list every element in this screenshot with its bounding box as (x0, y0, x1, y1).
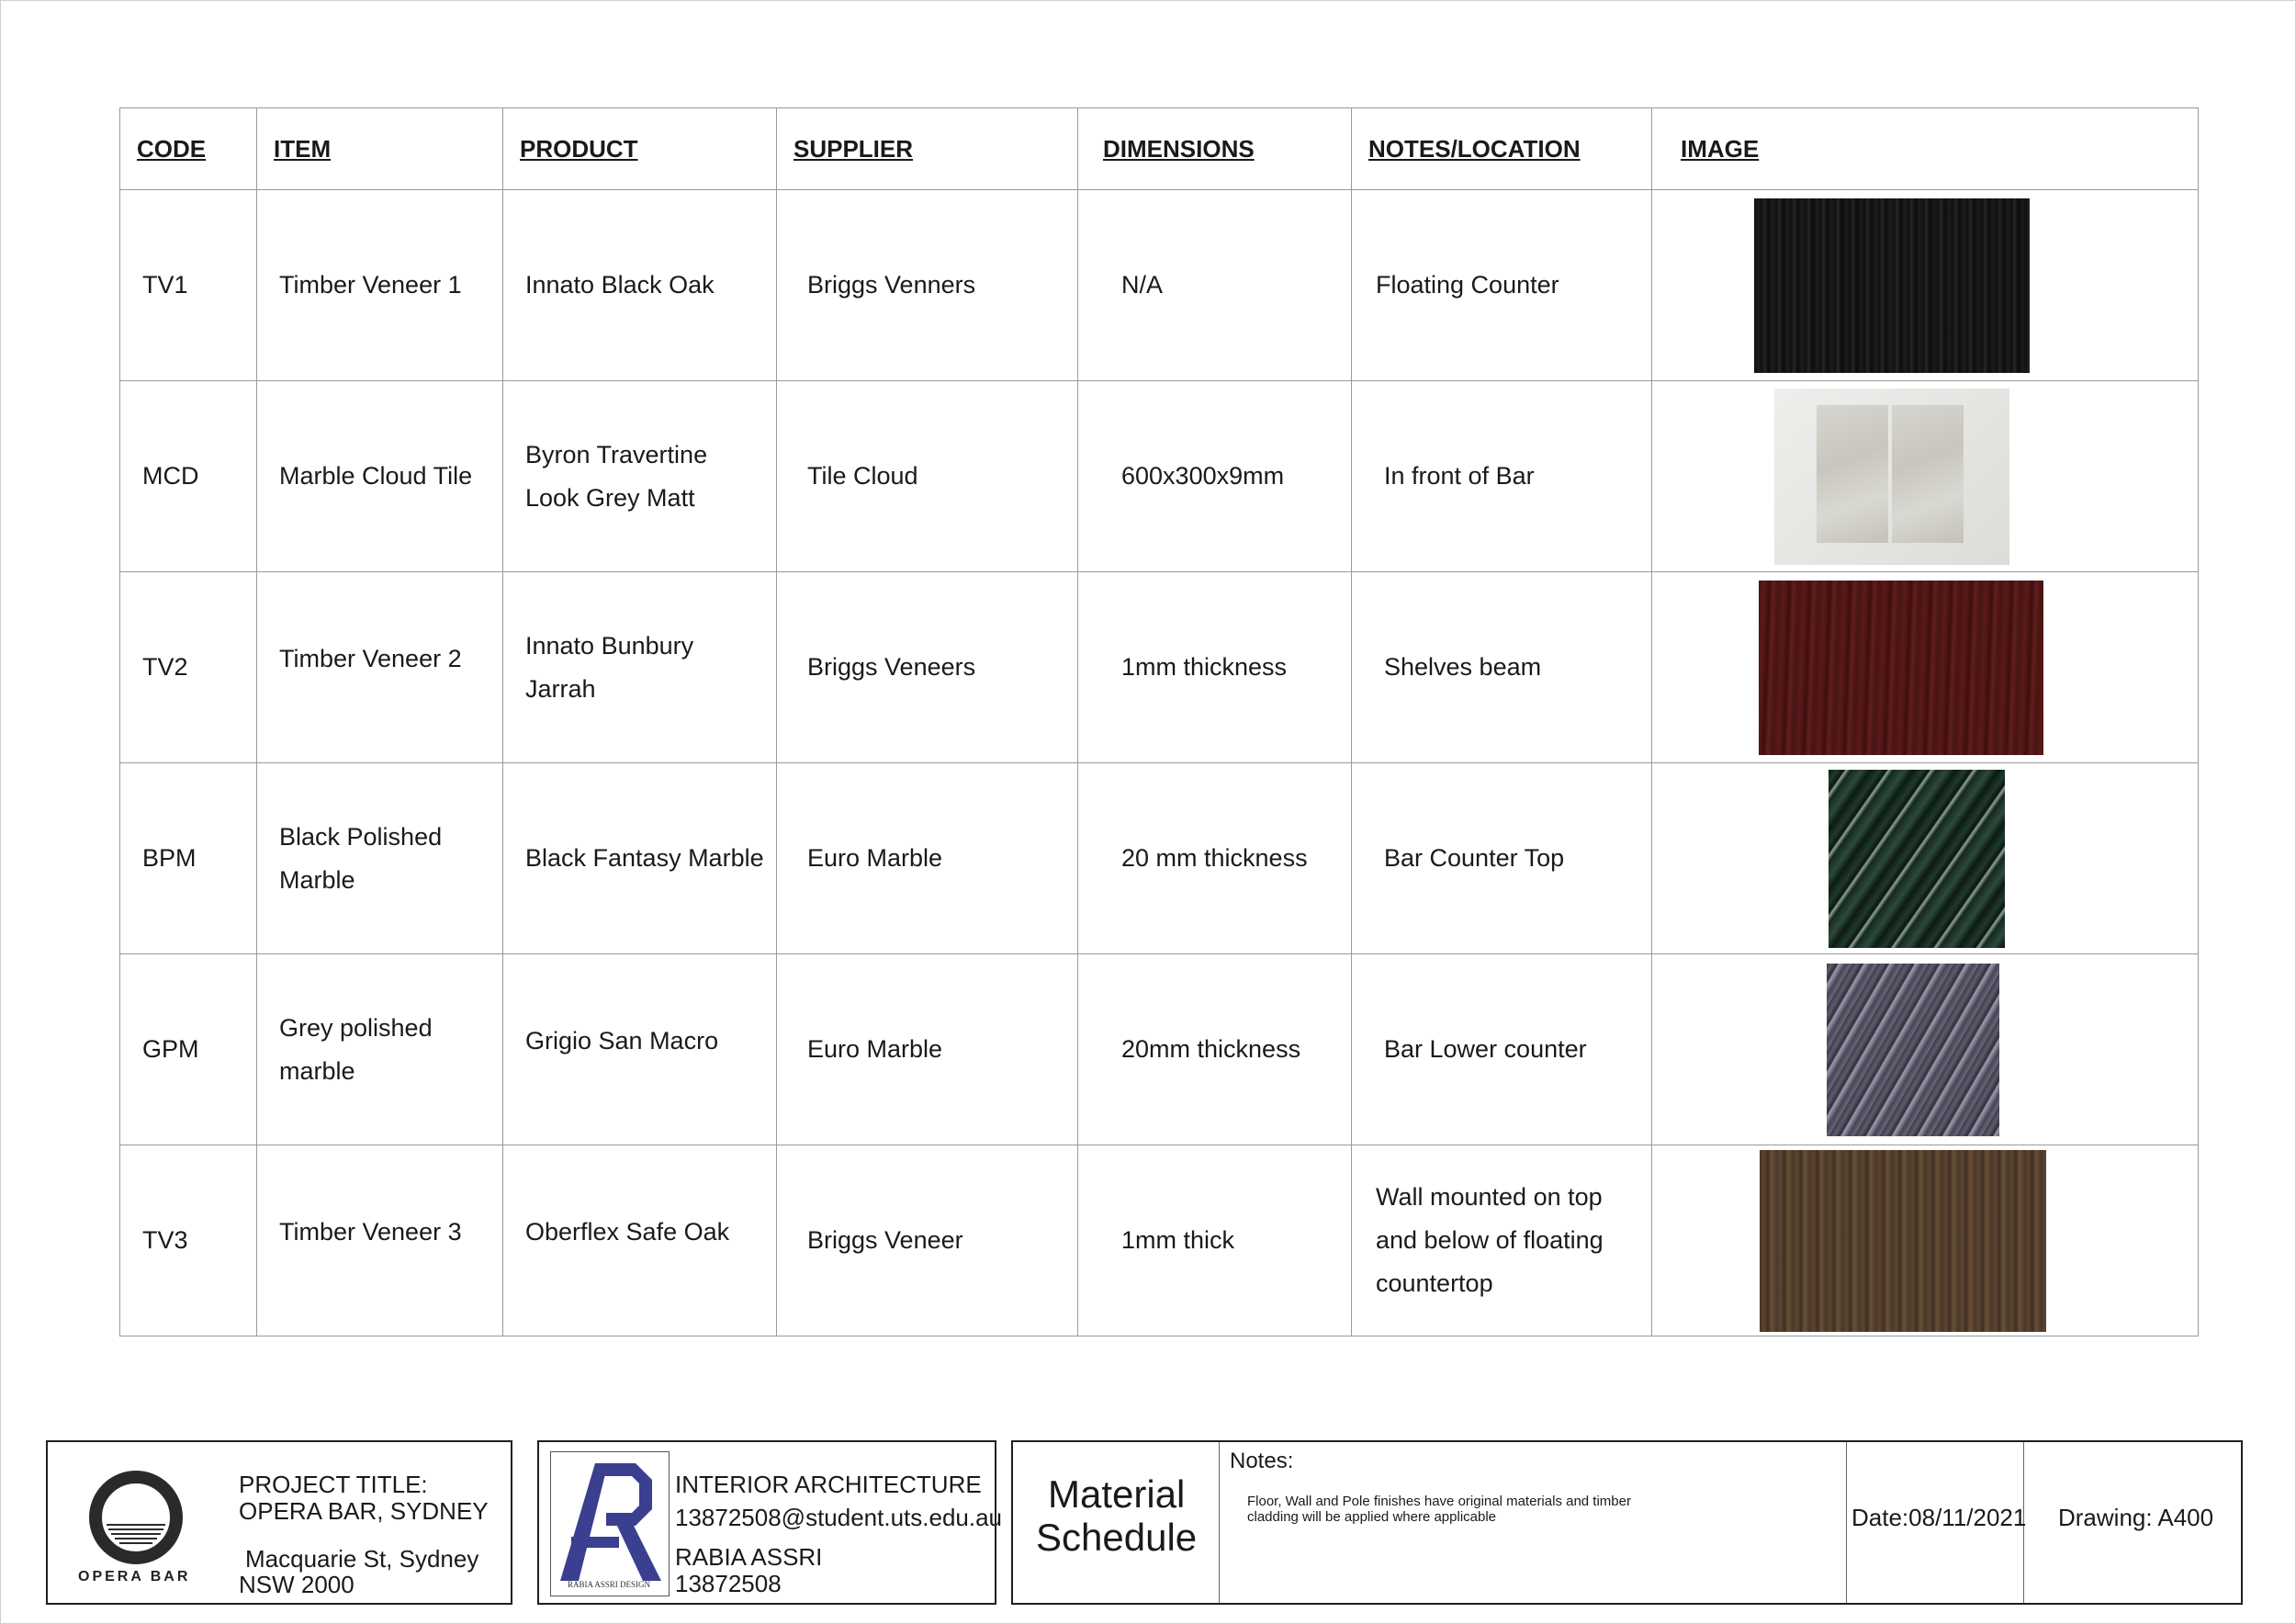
cell-image (1652, 954, 2199, 1145)
designer-name: RABIA ASSRI (675, 1543, 823, 1571)
cell-product (503, 954, 777, 1145)
cell-image (1652, 381, 2199, 572)
project-address-line-2: NSW 2000 (239, 1571, 355, 1598)
tile-piece (1892, 405, 1964, 543)
cell-notes-line: Floating Counter (1376, 271, 1559, 299)
column-header-image: IMAGE (1652, 108, 2199, 190)
sheet-title-block (1011, 1440, 2243, 1605)
cell-code: TV2 (120, 572, 257, 763)
cell-supplier: Euro Marble (777, 763, 1078, 954)
cell-product (503, 190, 777, 381)
cell-code: BPM (120, 763, 257, 954)
designer-program: INTERIOR ARCHITECTURE (675, 1471, 982, 1498)
cell-product (503, 1145, 777, 1336)
cell-product (503, 572, 777, 763)
cell-notes (1352, 572, 1652, 763)
cell-item-line: Timber Veneer 1 (279, 271, 462, 299)
opera-bar-logo-text: OPERA BAR (78, 1569, 191, 1585)
cell-product-line: Innato Black Oak (525, 271, 715, 299)
cell-item (257, 763, 503, 954)
project-address-line-1: Macquarie St, Sydney (245, 1545, 479, 1573)
black-oak-veneer-swatch (1754, 198, 2030, 373)
column-header-code: CODE (120, 108, 257, 190)
safe-oak-veneer-swatch (1760, 1150, 2046, 1332)
sheet-title-line-2: Schedule (1036, 1516, 1198, 1559)
cell-item (257, 190, 503, 381)
cell-image (1652, 1145, 2199, 1336)
notes-label: Notes: (1230, 1449, 1294, 1473)
project-title: OPERA BAR, SYDNEY (239, 1497, 489, 1525)
cell-dimensions: 20mm thickness (1078, 954, 1352, 1145)
cell-item-line: Marble (279, 865, 355, 894)
designer-email: 13872508@student.uts.edu.au (675, 1504, 1003, 1531)
cell-notes-line: Bar Counter Top (1384, 844, 1565, 872)
cell-item (257, 1145, 503, 1336)
cell-dimensions: 20 mm thickness (1078, 763, 1352, 954)
column-header-dimensions: DIMENSIONS (1078, 108, 1352, 190)
cell-notes (1352, 763, 1652, 954)
rabia-assri-design-logo-icon (550, 1451, 670, 1596)
notes-text-line-2: cladding will be applied where applicable (1247, 1509, 1497, 1525)
table-row (120, 381, 2199, 572)
cell-item-line: marble (279, 1056, 355, 1085)
title-block-divider (1846, 1442, 1847, 1603)
cell-notes-line: countertop (1376, 1269, 1493, 1297)
cell-product-line: Oberflex Safe Oak (525, 1218, 730, 1246)
notes-text-line-1: Floor, Wall and Pole finishes have original materials and timber (1247, 1494, 1631, 1509)
cell-item-line: Grey polished (279, 1013, 433, 1042)
cell-notes-line: Wall mounted on top (1376, 1183, 1603, 1211)
cell-notes (1352, 954, 1652, 1145)
cell-product (503, 381, 777, 572)
material-schedule-table (119, 107, 2199, 1336)
cell-image (1652, 190, 2199, 381)
cell-notes-line: In front of Bar (1384, 462, 1535, 490)
tile-piece (1817, 405, 1888, 543)
cell-image (1652, 572, 2199, 763)
cell-supplier: Briggs Veneer (777, 1145, 1078, 1336)
cell-supplier: Briggs Venners (777, 190, 1078, 381)
column-header-product: PRODUCT (503, 108, 777, 190)
cell-item (257, 381, 503, 572)
cell-product-line: Look Grey Matt (525, 483, 695, 512)
cell-notes (1352, 1145, 1652, 1336)
drawing-number: Drawing: A400 (2058, 1504, 2214, 1531)
table-row (120, 763, 2199, 954)
cell-dimensions: 1mm thick (1078, 1145, 1352, 1336)
cell-notes (1352, 381, 1652, 572)
cell-item (257, 572, 503, 763)
column-header-notes: NOTES/LOCATION (1352, 108, 1652, 190)
cell-product-line: Black Fantasy Marble (525, 844, 764, 872)
black-marble-swatch (1829, 770, 2005, 948)
table-row (120, 954, 2199, 1145)
cell-product-line: Grigio San Macro (525, 1027, 719, 1054)
cell-item (257, 954, 503, 1145)
sheet-date: Date:08/11/2021 (1851, 1504, 2027, 1531)
project-title-block (46, 1440, 512, 1605)
cell-dimensions: 1mm thickness (1078, 572, 1352, 763)
designer-title-block (537, 1440, 1003, 1605)
cell-code: GPM (120, 954, 257, 1145)
cell-product-line: Jarrah (525, 674, 596, 703)
cell-product-line: Innato Bunbury (525, 631, 694, 660)
cell-item-line: Black Polished (279, 822, 443, 851)
cell-code: MCD (120, 381, 257, 572)
sheet-title-line-1: Material (1048, 1472, 1186, 1516)
grey-marble-swatch (1827, 964, 1999, 1136)
cell-supplier: Briggs Veneers (777, 572, 1078, 763)
title-block-divider (1219, 1442, 1220, 1603)
designer-student-id: 13872508 (675, 1570, 782, 1597)
cell-notes-line: Bar Lower counter (1384, 1035, 1587, 1063)
cell-notes-line: Shelves beam (1384, 653, 1542, 681)
table-row (120, 190, 2199, 381)
cell-notes (1352, 190, 1652, 381)
cell-item-line: Timber Veneer 3 (279, 1218, 462, 1246)
cell-item-line: Marble Cloud Tile (279, 462, 473, 490)
cell-notes-line: and below of floating (1376, 1226, 1604, 1254)
designer-logo-caption: RABIA ASSRI DESIGN (567, 1580, 651, 1589)
table-header-row (120, 108, 2199, 190)
grey-travertine-tile-swatch (1774, 389, 2009, 565)
table-row (120, 572, 2199, 763)
cell-image (1652, 763, 2199, 954)
cell-code: TV1 (120, 190, 257, 381)
cell-supplier: Tile Cloud (777, 381, 1078, 572)
cell-code: TV3 (120, 1145, 257, 1336)
opera-bar-logo-icon (88, 1470, 184, 1565)
cell-product (503, 763, 777, 954)
jarrah-veneer-swatch (1759, 581, 2043, 755)
column-header-supplier: SUPPLIER (777, 108, 1078, 190)
cell-supplier: Euro Marble (777, 954, 1078, 1145)
column-header-item: ITEM (257, 108, 503, 190)
cell-dimensions: 600x300x9mm (1078, 381, 1352, 572)
cell-product-line: Byron Travertine (525, 440, 708, 468)
table-row (120, 1145, 2199, 1336)
cell-dimensions: N/A (1078, 190, 1352, 381)
project-title-label: PROJECT TITLE: (239, 1471, 428, 1498)
cell-item-line: Timber Veneer 2 (279, 645, 462, 672)
